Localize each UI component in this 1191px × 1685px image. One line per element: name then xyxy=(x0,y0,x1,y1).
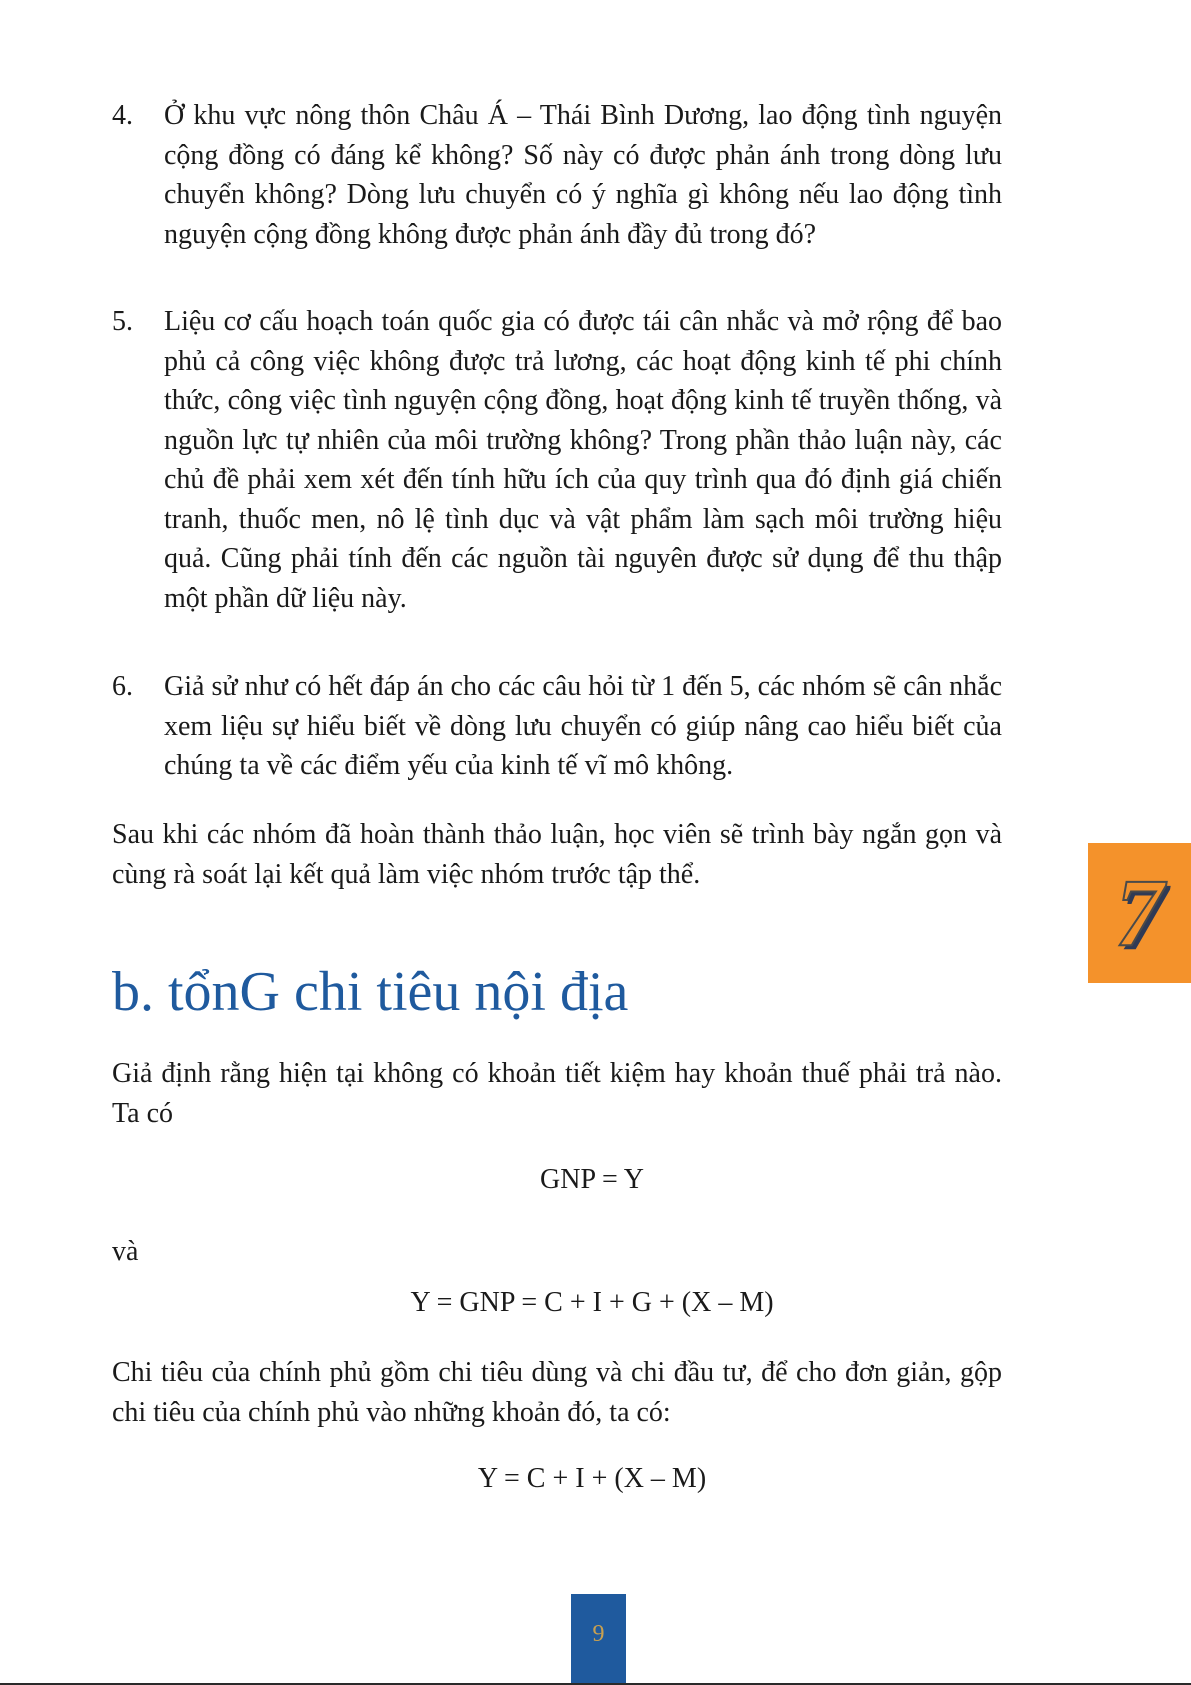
formula-expenditure: Y = GNP = C + I + G + (X – M) xyxy=(410,1287,774,1318)
question-number: 6. xyxy=(112,671,133,702)
chapter-tab xyxy=(1088,843,1191,983)
question-item-4 xyxy=(112,96,1002,254)
question-number: 5. xyxy=(112,306,133,337)
question-text: Giả sử như có hết đáp án cho các câu hỏi từ 1 đến 5, các nhóm sẽ cân nhắc xem liệu sự hiểu biết về dòng lưu chuyển có giúp nâng cao hiểu biết của chúng ta về các điểm yếu của kinh tế vĩ mô không. xyxy=(164,671,1002,781)
question-text: Liệu cơ cấu hoạch toán quốc gia có được tái cân nhắc và mở rộng để bao phủ cả công việc không được trả lương, các hoạt động kinh tế phi chính thức, công việc tình nguyện cộng đồng, hoạt động kinh tế truyền thống, và nguồn lực tự nhiên của môi trường không? Trong phần thảo luận này, các chủ đề phải xem xét đến tính hữu ích của quy trình qua đó định giá chiến tranh, thuốc men, nô lệ tình dục và vật phẩm làm sạch môi trường hiệu quả. Cũng phải tính đến các nguồn tài nguyên được sử dụng để thu thập một phần dữ liệu này. xyxy=(164,306,1002,614)
intro-paragraph: Giả định rằng hiện tại không có khoản tiết kiệm hay khoản thuế phải trả nào. Ta có xyxy=(112,1058,1002,1129)
page-number: 9 xyxy=(592,1621,605,1647)
page-number-tab xyxy=(571,1594,626,1685)
question-item-6 xyxy=(112,667,1002,786)
question-text: Ở khu vực nông thôn Châu Á – Thái Bình Dương, lao động tình nguyện cộng đồng có đáng kể không? Số này có được phản ánh trong dòng lưu chuyển không? Dòng lưu chuyển có ý nghĩa gì không nếu lao động tình nguyện cộng đồng không được phản ánh đầy đủ trong đó? xyxy=(164,100,1002,250)
connector-text: và xyxy=(112,1236,139,1267)
formula-simplified: Y = C + I + (X – M) xyxy=(477,1463,707,1494)
formula-gnp: GNP = Y xyxy=(540,1164,644,1195)
chapter-number: 7 xyxy=(1115,859,1164,966)
closing-paragraph: Sau khi các nhóm đã hoàn thành thảo luận, học viên sẽ trình bày ngắn gọn và cùng rà soát lại kết quả làm việc nhóm trước tập thể. xyxy=(112,819,1002,890)
question-number: 4. xyxy=(112,100,133,131)
explanation-paragraph: Chi tiêu của chính phủ gồm chi tiêu dùng và chi đầu tư, để cho đơn giản, gộp chi tiêu của chính phủ vào những khoản đó, ta có: xyxy=(112,1357,1002,1428)
section-heading: b. tổnG chi tiêu nội địa xyxy=(112,961,629,1023)
question-item-5 xyxy=(112,302,1002,618)
